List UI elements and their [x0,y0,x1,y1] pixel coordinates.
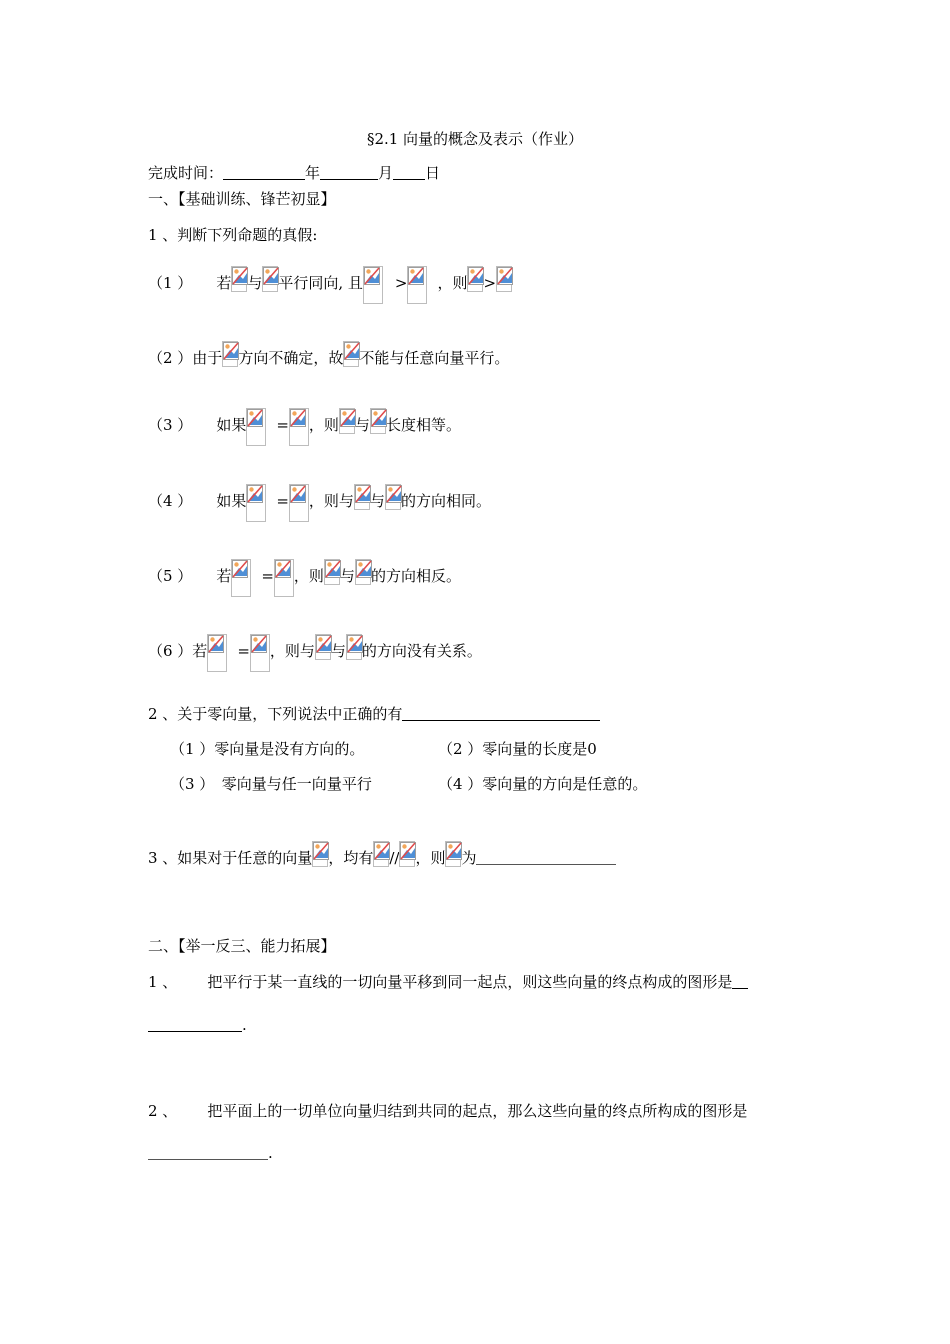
q3-text: 3 、如果对于任意的向量 [148,849,313,867]
q2-prompt-line [148,703,600,725]
s2-q1-line [148,971,748,993]
broken-image-icon [315,634,331,660]
broken-image-icon [373,841,389,867]
item-text: 与 [354,416,370,434]
item-text: 如果 [216,492,247,510]
broken-image-icon [343,341,359,367]
section1-heading: 一、【基础训练、锋芒初显】 [148,190,336,208]
broken-image-icon [250,634,270,672]
s2-q1-text: 把平行于某一直线的一切向量平移到同一起点，则这些向量的终点构成的图形是 [207,973,733,991]
item-text: 长度相等。 [385,416,461,434]
q1-item-4 [148,490,491,522]
item-text: > [394,274,408,292]
item-number: （4 ） [148,492,193,510]
q3-text: 为 [461,849,477,867]
q2-prompt: 2 、关于零向量，下列说法中正确的有 [148,705,403,723]
item-text: 若 [216,567,232,585]
s2-q1-answer-blank[interactable] [148,1014,242,1032]
broken-image-icon [324,559,340,585]
section2-heading: 二、【举一反三、能力拓展】 [148,937,336,955]
item-text: 不能与任意向量平行。 [359,349,510,367]
broken-image-icon [289,484,309,522]
year-blank[interactable] [223,162,305,180]
q2-option-4: （4 ）零向量的方向是任意的。 [438,775,648,793]
item-text: = [276,492,289,510]
q1-item-1 [148,272,512,304]
s2-q2-answer-blank[interactable] [148,1142,268,1160]
q1-item-6 [148,640,482,672]
q2-option-1: （1 ）零向量是没有方向的。 [170,740,365,758]
item-text: > [483,274,497,292]
item-text: 方向不确定，故 [238,349,344,367]
completion-time-label: 完成时间： [148,164,224,182]
q1-item-5 [148,565,461,597]
broken-image-icon [246,408,266,446]
broken-image-icon [407,266,427,304]
page-title: §2.1 向量的概念及表示（作业） [366,130,584,148]
item-number: （2 ）由于 [148,349,223,367]
broken-image-icon [496,266,512,292]
month-blank[interactable] [320,162,378,180]
broken-image-icon [246,484,266,522]
broken-image-icon [355,559,371,585]
broken-image-icon [354,484,370,510]
s2-q2-end: . [268,1144,273,1162]
q3-answer-blank[interactable] [476,847,616,865]
s2-q1-end: . [242,1016,247,1034]
q2-answer-blank[interactable] [402,703,600,721]
month-label: 月 [378,164,394,182]
item-number: （1 ） [148,274,193,292]
broken-image-icon [222,341,238,367]
q3-line [148,847,616,869]
broken-image-icon [274,559,294,597]
question-number: 2 、 [148,1102,178,1120]
s2-q2-line-2 [148,1142,273,1164]
item-number: （5 ） [148,567,193,585]
item-text: 与 [339,567,355,585]
q1-item-3 [148,414,461,446]
broken-image-icon [289,408,309,446]
item-text: 与 [369,492,385,510]
item-text: ，则与 [308,492,354,510]
day-blank[interactable] [393,162,425,180]
item-text: 若 [216,274,232,292]
broken-image-icon [231,559,251,597]
broken-image-icon [370,408,386,434]
item-text: = [276,416,289,434]
q1-item-2 [148,347,509,369]
broken-image-icon [445,841,461,867]
broken-image-icon [339,408,355,434]
item-number: （6 ）若 [148,642,208,660]
broken-image-icon [363,266,383,304]
broken-image-icon [312,841,328,867]
q3-text: // [389,849,400,867]
s2-q2-text: 把平面上的一切单位向量归结到共同的起点，那么这些向量的终点所构成的图形是 [207,1102,748,1120]
item-text: 如果 [216,416,247,434]
q3-text: ，均有 [328,849,374,867]
s2-q1-blank-start[interactable] [732,971,748,989]
broken-image-icon [207,634,227,672]
broken-image-icon [262,266,278,292]
item-text: = [261,567,274,585]
completion-time-line [148,162,440,184]
year-label: 年 [305,164,321,182]
question-number: 1 、 [148,973,178,991]
s2-q1-line-2 [148,1014,247,1036]
item-text: ，则 [293,567,324,585]
broken-image-icon [346,634,362,660]
broken-image-icon [467,266,483,292]
item-text: 与 [247,274,263,292]
s2-q2-line [148,1100,747,1122]
broken-image-icon [231,266,247,292]
q3-text: ，则 [415,849,446,867]
day-label: 日 [425,164,441,182]
item-number: （3 ） [148,416,193,434]
item-text: 的方向相同。 [400,492,491,510]
item-text: 的方向相反。 [370,567,461,585]
broken-image-icon [385,484,401,510]
item-text: ，则 [308,416,339,434]
q2-option-2: （2 ）零向量的长度是0 [438,740,597,758]
item-text: = [237,642,250,660]
item-text: ，则 [437,274,468,292]
item-text: 平行同向, 且 [278,274,363,292]
item-text: 与 [330,642,346,660]
broken-image-icon [399,841,415,867]
item-text: ，则与 [269,642,315,660]
q2-option-3: （3 ） 零向量与任一向量平行 [170,775,372,793]
item-text: 的方向没有关系。 [361,642,482,660]
q1-prompt: 1 、判断下列命题的真假: [148,226,318,244]
